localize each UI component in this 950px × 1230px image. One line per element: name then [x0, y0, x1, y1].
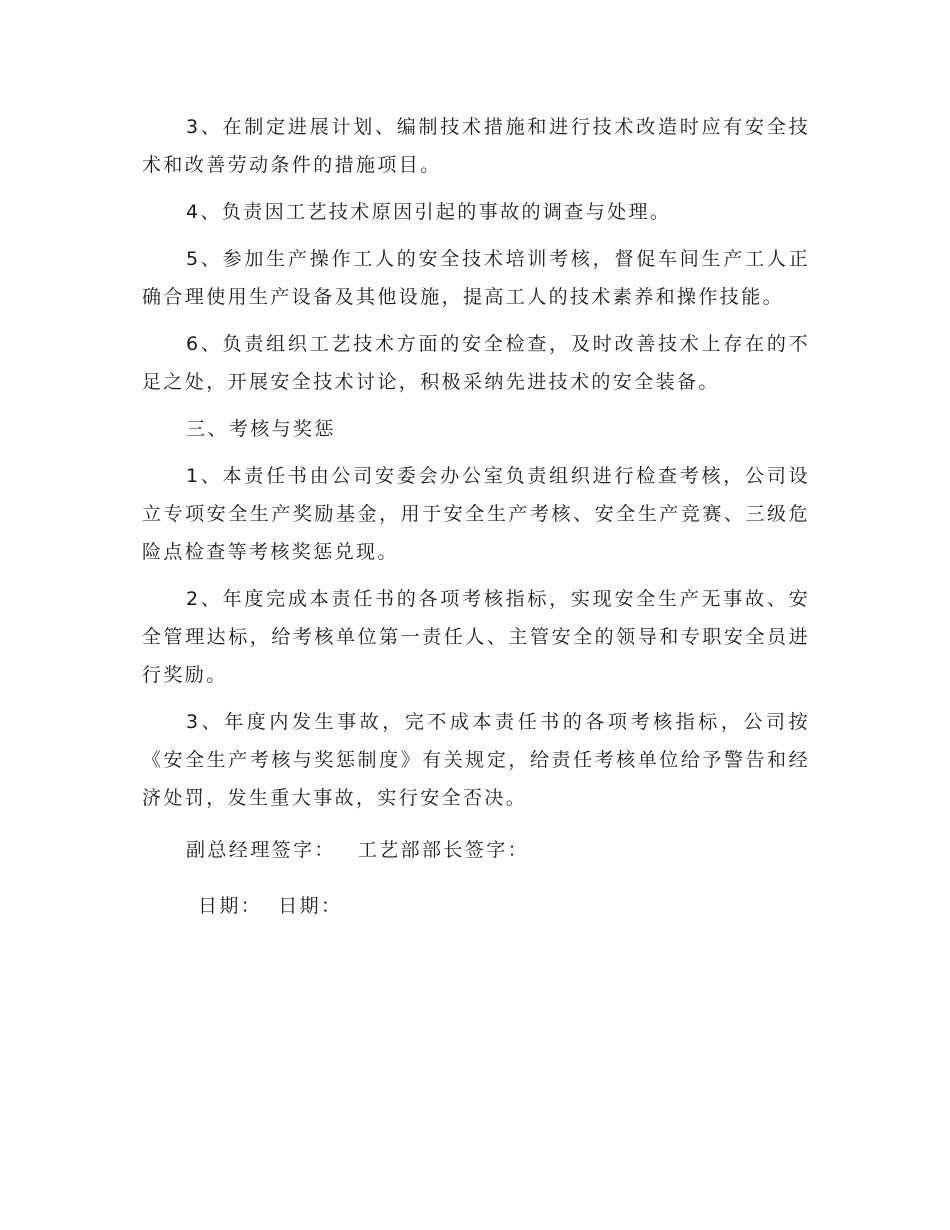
paragraph-item-4: 4、负责因工艺技术原因引起的事故的调查与处理。	[186, 201, 672, 223]
assessment-item-3: 3、年度内发生事故，完不成本责任书的各项考核指标，公司按《安全生产考核与奖惩制度》有关规定，给责任考核单位给予警告和经济处罚，发生重大事故，实行安全否决。	[142, 711, 810, 809]
date-row	[142, 887, 810, 925]
signature-row	[142, 831, 810, 869]
assessment-item-1: 1、本责任书由公司安委会办公室负责组织进行检查考核，公司设立专项安全生产奖励基金，用于安全生产考核、安全生产竞赛、三级危险点检查等考核奖惩兑现。	[142, 465, 810, 563]
document-body	[142, 108, 810, 925]
date-label-right: 日期：	[278, 895, 343, 917]
paragraph-item-6: 6、负责组织工艺技术方面的安全检查，及时改善技术上存在的不足之处，开展安全技术讨论，积极采纳先进技术的安全装备。	[142, 333, 810, 393]
section-heading: 三、考核与奖惩	[186, 418, 336, 440]
deputy-gm-signature-label: 副总经理签字：	[186, 839, 336, 861]
assessment-item-2: 2、年度完成本责任书的各项考核指标，实现安全生产无事故、安全管理达标，给考核单位第一责任人、主管安全的领导和专职安全员进行奖励。	[142, 588, 810, 686]
paragraph-item-5: 5、参加生产操作工人的安全技术培训考核，督促车间生产工人正确合理使用生产设备及其他设施，提高工人的技术素养和操作技能。	[142, 248, 810, 308]
date-label-left: 日期：	[198, 895, 263, 917]
paragraph-item-3: 3、在制定进展计划、编制技术措施和进行技术改造时应有安全技术和改善劳动条件的措施项目。	[142, 116, 810, 176]
process-head-signature-label: 工艺部部长签字：	[357, 839, 530, 861]
